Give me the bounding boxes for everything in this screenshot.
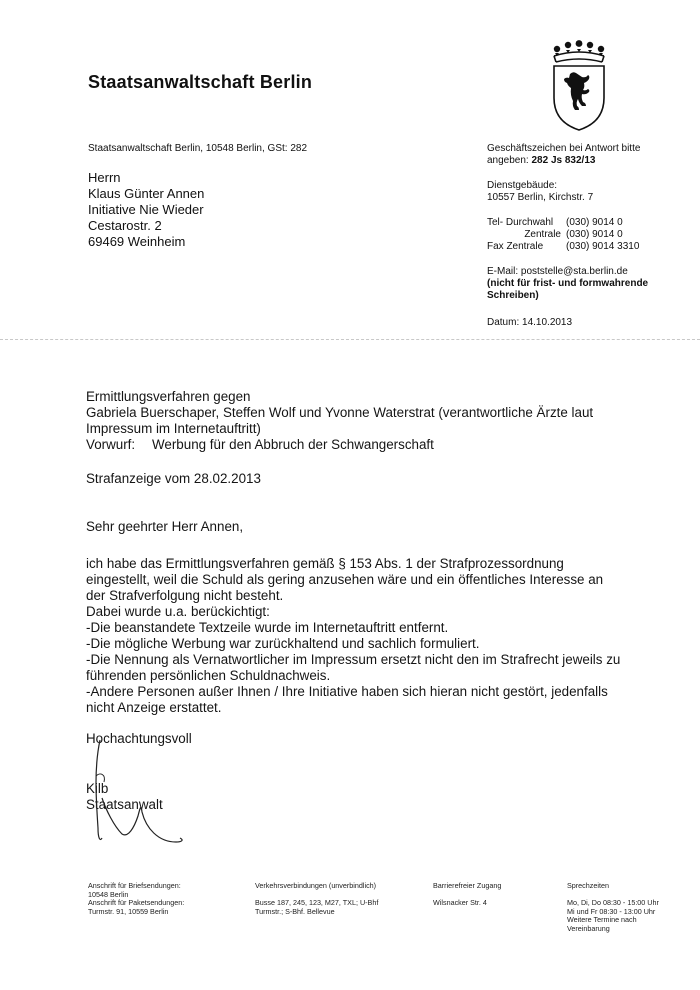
phone-number: (030) 9014 0 <box>566 229 623 240</box>
email-block <box>487 266 648 302</box>
body-line: nicht Anzeige erstattet. <box>86 700 222 715</box>
signer-name: Kilb <box>86 781 109 796</box>
reference-number: 282 Js 832/13 <box>531 155 596 166</box>
phone-label: Zentrale <box>524 229 561 240</box>
footer-line: Anschrift für Briefsendungen: <box>88 881 181 890</box>
vorwurf-text: Werbung für den Abbruch der Schwangerschaft <box>152 437 434 452</box>
sender-line: Staatsanwaltschaft Berlin, 10548 Berlin, GSt: 282 <box>88 143 308 154</box>
letter-body <box>86 556 620 716</box>
reference-prefix: angeben: <box>487 155 529 166</box>
body-line: -Die mögliche Werbung war zurückhaltend und sachlich formuliert. <box>86 636 480 651</box>
phone-row <box>487 241 639 253</box>
office-block <box>487 180 593 204</box>
vorwurf-label: Vorwurf: <box>86 437 136 452</box>
body-line: der Strafverfolgung nicht besteht. <box>86 588 284 603</box>
scan-fold-line <box>0 339 700 340</box>
body-line: -Die Nennung als Vernatwortlicher im Impressum ersetzt nicht den im Strafrecht jeweils zu <box>86 652 621 667</box>
footer-office-hours <box>567 882 659 934</box>
footer-line: Mi und Fr 08:30 - 13:00 Uhr <box>567 906 656 916</box>
footer-line: Anschrift für Paketsendungen: <box>88 898 185 908</box>
phone-number: (030) 9014 0 <box>566 217 623 228</box>
footer-line: Barrierefreier Zugang <box>433 881 502 890</box>
footer-line: Weitere Termine nach <box>567 915 637 925</box>
office-label: Dienstgebäude: <box>487 180 558 191</box>
footer-line: Busse 187, 245, 123, M27, TXL; U-Bhf <box>255 898 379 908</box>
body-line: -Die beanstandete Textzeile wurde im Internetauftritt entfernt. <box>86 620 449 635</box>
footer-access <box>433 882 501 908</box>
office-address: 10557 Berlin, Kirchstr. 7 <box>487 192 594 203</box>
body-line: Dabei wurde u.a. berückichtigt: <box>86 604 270 619</box>
body-line: führenden persönlichen Schuldnachweis. <box>86 668 331 683</box>
recipient-line: Klaus Günter Annen <box>88 186 205 201</box>
phone-label: Fax Zentrale <box>487 241 544 252</box>
reference-block <box>487 143 640 167</box>
email-note: Schreiben) <box>487 290 539 301</box>
footer-transport <box>255 882 378 916</box>
footer-line: Verkehrsverbindungen (unverbindlich) <box>255 881 377 890</box>
salutation: Sehr geehrter Herr Annen, <box>86 519 244 534</box>
closing-greeting: Hochachtungsvoll <box>86 731 192 746</box>
email-note: (nicht für frist- und formwahrende <box>487 278 649 289</box>
phone-label: Tel- Durchwahl <box>487 217 554 228</box>
footer-postal-address <box>88 882 184 916</box>
footer-line: Turmstr. 91, 10559 Berlin <box>88 906 169 916</box>
body-line: -Andere Personen außer Ihnen / Ihre Initiative haben sich hieran nicht gestört, jedenfalls <box>86 684 608 699</box>
recipient-address <box>88 170 204 250</box>
body-line: ich habe das Ermittlungsverfahren gemäß § 153 Abs. 1 der Strafprozessordnung <box>86 556 564 571</box>
recipient-line: Herrn <box>88 170 121 185</box>
footer-line: Vereinbarung <box>567 923 610 933</box>
body-line: eingestellt, weil die Schuld als gering anzusehen wäre und ein öffentliches Interesse an <box>86 572 604 587</box>
email-address: E-Mail: poststelle@sta.berlin.de <box>487 266 628 277</box>
subject-block <box>86 389 593 453</box>
recipient-line: Initiative Nie Wieder <box>88 202 204 217</box>
berlin-coat-of-arms-icon <box>548 40 610 132</box>
footer-line: Mo, Di, Do 08:30 - 15:00 Uhr <box>567 898 659 908</box>
phone-row <box>487 217 639 229</box>
handwritten-signature <box>84 738 194 848</box>
subject-line: Ermittlungsverfahren gegen <box>86 389 251 404</box>
footer-line: Turmstr.; S-Bhf. Bellevue <box>255 906 335 916</box>
recipient-line: Cestarostr. 2 <box>88 218 162 233</box>
letter-date: Datum: 14.10.2013 <box>487 317 573 328</box>
phone-row <box>487 229 639 241</box>
reference-note: Geschäftszeichen bei Antwort bitte <box>487 143 641 154</box>
footer-line: Sprechzeiten <box>567 881 609 890</box>
signer-title: Staatsanwalt <box>86 797 163 812</box>
phone-block <box>487 217 639 253</box>
complaint-line: Strafanzeige vom 28.02.2013 <box>86 471 261 486</box>
subject-line: Gabriela Buerschaper, Steffen Wolf und Yvonne Waterstrat (verantwortliche Ärzte laut <box>86 405 594 420</box>
authority-title: Staatsanwaltschaft Berlin <box>88 72 313 92</box>
phone-number: (030) 9014 3310 <box>566 241 640 252</box>
subject-line: Impressum im Internetauftritt) <box>86 421 261 436</box>
recipient-line: 69469 Weinheim <box>88 234 186 249</box>
footer-line: Wilsnacker Str. 4 <box>433 898 487 908</box>
footer-line: 10548 Berlin <box>88 889 129 899</box>
